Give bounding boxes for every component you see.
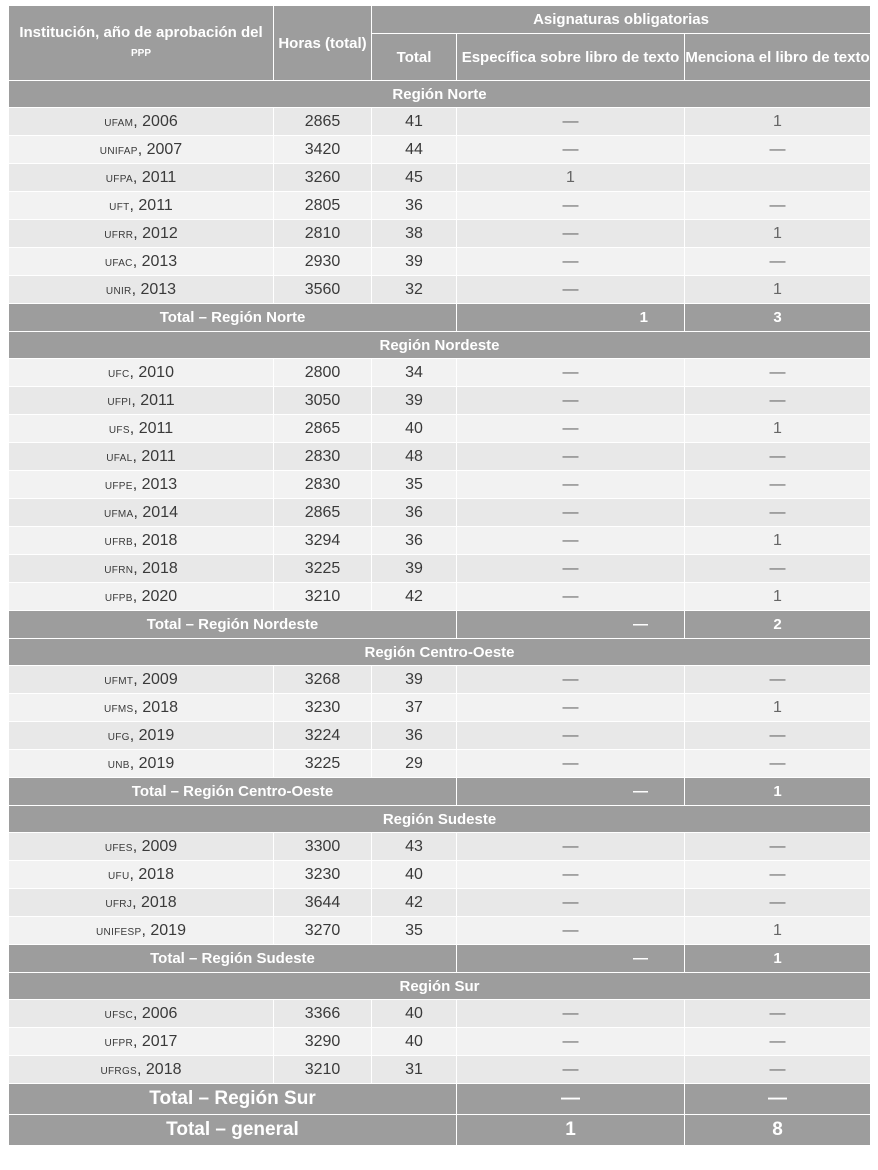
approval-year: , 2019	[129, 726, 175, 744]
approval-year: , 2020	[132, 587, 178, 605]
table-header	[9, 6, 871, 81]
table-row	[9, 164, 871, 192]
table-row	[9, 276, 871, 304]
table-row	[9, 555, 871, 583]
mentions-cell: —	[685, 471, 871, 499]
total-cell: 36	[372, 527, 457, 555]
mentions-cell: —	[685, 722, 871, 750]
table-row	[9, 499, 871, 527]
mentions-cell: —	[685, 499, 871, 527]
region-total-mentions: —	[685, 1084, 871, 1115]
approval-year: , 2017	[132, 1032, 178, 1050]
total-cell: 37	[372, 694, 457, 722]
table-row	[9, 750, 871, 778]
approval-year: , 2014	[133, 503, 178, 521]
institution-abbr: UFAM	[104, 117, 134, 129]
hours-cell: 2800	[274, 359, 372, 387]
institution-cell	[9, 108, 274, 136]
hours-cell: 3420	[274, 136, 372, 164]
region-header-row	[9, 332, 871, 359]
hours-cell: 2830	[274, 471, 372, 499]
total-cell: 44	[372, 136, 457, 164]
hours-cell: 3270	[274, 917, 372, 945]
specific-cell: —	[457, 889, 685, 917]
region-name: Región Centro-Oeste	[9, 639, 871, 666]
specific-cell: —	[457, 443, 685, 471]
approval-year: , 2013	[132, 252, 178, 270]
institution-cell	[9, 1000, 274, 1028]
region-header-row	[9, 81, 871, 108]
approval-year: , 2011	[129, 419, 174, 437]
region-header-row	[9, 806, 871, 833]
institution-cell	[9, 889, 274, 917]
specific-cell: —	[457, 136, 685, 164]
approval-year: , 2007	[137, 140, 183, 158]
approval-year: , 2006	[132, 1004, 178, 1022]
total-cell: 43	[372, 833, 457, 861]
table-row	[9, 666, 871, 694]
institution-abbr: UFMS	[103, 703, 134, 715]
institution-cell	[9, 415, 274, 443]
institution-cell	[9, 722, 274, 750]
hours-cell: 3260	[274, 164, 372, 192]
table-row	[9, 889, 871, 917]
approval-year: , 2009	[133, 670, 178, 688]
institution-cell	[9, 555, 274, 583]
mentions-cell: —	[685, 359, 871, 387]
mentions-cell: 1	[685, 415, 871, 443]
region-total-label: Total – Región Norte	[9, 304, 457, 332]
institution-abbr: UFPE	[104, 480, 133, 492]
specific-cell: —	[457, 220, 685, 248]
institution-abbr: UFAL	[106, 452, 133, 464]
region-total-row	[9, 304, 871, 332]
institution-cell	[9, 917, 274, 945]
table-row	[9, 527, 871, 555]
hours-cell: 3210	[274, 583, 372, 611]
approval-year: , 2018	[129, 865, 174, 883]
total-cell: 36	[372, 192, 457, 220]
institution-abbr: UFAC	[104, 257, 133, 269]
specific-cell: —	[457, 722, 685, 750]
table-row	[9, 861, 871, 889]
table-body	[9, 81, 871, 1146]
institution-abbr: UNIFAP	[99, 145, 138, 157]
hours-cell: 3644	[274, 889, 372, 917]
specific-cell: —	[457, 248, 685, 276]
header-hours: Horas (total)	[274, 6, 372, 81]
table-row	[9, 136, 871, 164]
institution-abbr: UFPI	[107, 396, 132, 408]
specific-cell: —	[457, 861, 685, 889]
mentions-cell: 1	[685, 108, 871, 136]
table-row	[9, 220, 871, 248]
region-header-row	[9, 973, 871, 1000]
approval-year: , 2011	[131, 391, 175, 409]
grand-total-mentions: 8	[685, 1115, 871, 1146]
region-name: Región Norte	[9, 81, 871, 108]
total-cell: 39	[372, 666, 457, 694]
hours-cell: 3230	[274, 694, 372, 722]
hours-cell: 2865	[274, 108, 372, 136]
hours-cell: 3300	[274, 833, 372, 861]
hours-cell: 2805	[274, 192, 372, 220]
hours-cell: 3366	[274, 1000, 372, 1028]
institution-cell	[9, 471, 274, 499]
institution-abbr: UFPA	[105, 173, 133, 185]
institution-cell	[9, 861, 274, 889]
total-cell: 36	[372, 722, 457, 750]
mentions-cell: —	[685, 136, 871, 164]
mentions-cell: —	[685, 750, 871, 778]
total-cell: 40	[372, 1028, 457, 1056]
region-header-row	[9, 639, 871, 666]
approval-year: , 2012	[133, 224, 178, 242]
specific-cell: 1	[457, 164, 685, 192]
region-total-specific: —	[457, 945, 685, 973]
total-cell: 31	[372, 1056, 457, 1084]
specific-cell: —	[457, 276, 685, 304]
header-subjects: Asignaturas obligatorias	[372, 6, 871, 34]
total-cell: 39	[372, 555, 457, 583]
institution-abbr: UFU	[108, 870, 130, 882]
institution-abbr: UFRR	[104, 229, 134, 241]
table-row	[9, 443, 871, 471]
region-total-row	[9, 611, 871, 639]
institution-cell	[9, 443, 274, 471]
mentions-cell: —	[685, 443, 871, 471]
institution-cell	[9, 136, 274, 164]
total-cell: 38	[372, 220, 457, 248]
total-cell: 39	[372, 248, 457, 276]
hours-cell: 3230	[274, 861, 372, 889]
institution-cell	[9, 387, 274, 415]
institution-abbr: UNIR	[105, 285, 132, 297]
approval-year: , 2011	[132, 447, 176, 465]
institution-abbr: UFMT	[104, 675, 134, 687]
table-row	[9, 583, 871, 611]
institution-abbr: UFMA	[103, 508, 134, 520]
mentions-cell: —	[685, 555, 871, 583]
total-cell: 42	[372, 889, 457, 917]
hours-cell: 3268	[274, 666, 372, 694]
hours-cell: 3294	[274, 527, 372, 555]
approval-year: , 2019	[129, 754, 175, 772]
institution-cell	[9, 248, 274, 276]
institution-cell	[9, 192, 274, 220]
mentions-cell: 1	[685, 583, 871, 611]
hours-cell: 3224	[274, 722, 372, 750]
institution-cell	[9, 499, 274, 527]
institution-abbr: UFRGS	[100, 1065, 137, 1077]
hours-cell: 2865	[274, 499, 372, 527]
approval-year: , 2013	[132, 475, 178, 493]
institution-abbr: UNB	[107, 759, 130, 771]
approval-year: , 2009	[132, 837, 178, 855]
region-total-label: Total – Región Centro-Oeste	[9, 778, 457, 806]
grand-total-label: Total – general	[9, 1115, 457, 1146]
mentions-cell: —	[685, 666, 871, 694]
institution-cell	[9, 164, 274, 192]
institution-abbr: UFC	[108, 368, 130, 380]
table-row	[9, 917, 871, 945]
specific-cell: —	[457, 917, 685, 945]
table-row	[9, 1028, 871, 1056]
hours-cell: 2810	[274, 220, 372, 248]
table-row	[9, 108, 871, 136]
hours-cell: 3050	[274, 387, 372, 415]
region-total-row	[9, 945, 871, 973]
institution-cell	[9, 276, 274, 304]
mentions-cell: 1	[685, 917, 871, 945]
hours-cell: 2930	[274, 248, 372, 276]
institution-abbr: UFRN	[104, 564, 134, 576]
mentions-cell: —	[685, 861, 871, 889]
institution-cell	[9, 666, 274, 694]
specific-cell: —	[457, 192, 685, 220]
specific-cell: —	[457, 694, 685, 722]
approval-year: , 2013	[131, 280, 177, 298]
specific-cell: —	[457, 387, 685, 415]
mentions-cell: 1	[685, 220, 871, 248]
approval-year: , 2018	[137, 1060, 182, 1078]
specific-cell: —	[457, 415, 685, 443]
total-cell: 45	[372, 164, 457, 192]
specific-cell: —	[457, 527, 685, 555]
header-institution: Institución, año de aprobación del PPP	[9, 6, 274, 81]
grand-total-row	[9, 1115, 871, 1146]
table-row	[9, 1000, 871, 1028]
table-row	[9, 192, 871, 220]
table-row	[9, 415, 871, 443]
hours-cell: 3290	[274, 1028, 372, 1056]
header-total: Total	[372, 34, 457, 81]
institution-cell	[9, 359, 274, 387]
mentions-cell: —	[685, 889, 871, 917]
approval-year: , 2018	[133, 559, 178, 577]
approval-year: , 2006	[133, 112, 178, 130]
approval-year: , 2018	[133, 698, 178, 716]
approval-year: , 2011	[132, 168, 177, 186]
region-name: Región Sur	[9, 973, 871, 1000]
total-cell: 35	[372, 917, 457, 945]
institution-cell	[9, 750, 274, 778]
total-cell: 34	[372, 359, 457, 387]
total-cell: 39	[372, 387, 457, 415]
region-total-row	[9, 1084, 871, 1115]
mentions-cell: —	[685, 1028, 871, 1056]
grand-total-specific: 1	[457, 1115, 685, 1146]
total-cell: 40	[372, 861, 457, 889]
institution-cell	[9, 1056, 274, 1084]
specific-cell: —	[457, 666, 685, 694]
region-name: Región Nordeste	[9, 332, 871, 359]
institution-cell	[9, 694, 274, 722]
region-total-mentions: 2	[685, 611, 871, 639]
institution-cell	[9, 583, 274, 611]
total-cell: 32	[372, 276, 457, 304]
mentions-cell: —	[685, 833, 871, 861]
hours-cell: 3225	[274, 750, 372, 778]
institution-abbr: UFS	[108, 424, 130, 436]
mentions-cell	[685, 164, 871, 192]
table-row	[9, 387, 871, 415]
table-row	[9, 359, 871, 387]
region-total-mentions: 3	[685, 304, 871, 332]
institution-abbr: UFT	[109, 201, 130, 213]
specific-cell: —	[457, 750, 685, 778]
region-total-label: Total – Región Sur	[9, 1084, 457, 1115]
region-name: Región Sudeste	[9, 806, 871, 833]
institution-abbr: UFSC	[104, 1009, 133, 1021]
total-cell: 29	[372, 750, 457, 778]
total-cell: 36	[372, 499, 457, 527]
institution-cell	[9, 1028, 274, 1056]
mentions-cell: —	[685, 387, 871, 415]
total-cell: 42	[372, 583, 457, 611]
hours-cell: 3225	[274, 555, 372, 583]
institution-cell	[9, 220, 274, 248]
hours-cell: 2865	[274, 415, 372, 443]
region-total-row	[9, 778, 871, 806]
hours-cell: 3210	[274, 1056, 372, 1084]
hours-cell: 2830	[274, 443, 372, 471]
specific-cell: —	[457, 833, 685, 861]
mentions-cell: 1	[685, 694, 871, 722]
region-total-specific: —	[457, 611, 685, 639]
total-cell: 40	[372, 1000, 457, 1028]
table-row	[9, 1056, 871, 1084]
approval-year: , 2018	[132, 893, 177, 911]
institution-abbr: UFRB	[104, 536, 133, 548]
specific-cell: —	[457, 555, 685, 583]
specific-cell: —	[457, 108, 685, 136]
region-total-specific: 1	[457, 304, 685, 332]
table-row	[9, 833, 871, 861]
approval-year: , 2010	[129, 363, 174, 381]
institution-abbr: UNIFESP	[96, 926, 142, 938]
specific-cell: —	[457, 499, 685, 527]
total-cell: 41	[372, 108, 457, 136]
institution-cell	[9, 833, 274, 861]
institution-abbr: UFPR	[104, 1037, 133, 1049]
institution-abbr: UFG	[107, 731, 130, 743]
specific-cell: —	[457, 1028, 685, 1056]
textbook-subjects-table	[8, 5, 871, 1146]
table-row	[9, 471, 871, 499]
approval-year: , 2018	[132, 531, 178, 549]
table-row	[9, 248, 871, 276]
institution-abbr: UFPB	[104, 592, 133, 604]
header-specific: Específica sobre libro de texto	[457, 34, 685, 81]
region-total-label: Total – Región Nordeste	[9, 611, 457, 639]
hours-cell: 3560	[274, 276, 372, 304]
mentions-cell: 1	[685, 527, 871, 555]
region-total-specific: —	[457, 1084, 685, 1115]
mentions-cell: —	[685, 248, 871, 276]
total-cell: 40	[372, 415, 457, 443]
table-row	[9, 722, 871, 750]
header-mentions: Menciona el libro de texto	[685, 34, 871, 81]
approval-year: , 2011	[129, 196, 173, 214]
specific-cell: —	[457, 1056, 685, 1084]
region-total-label: Total – Región Sudeste	[9, 945, 457, 973]
total-cell: 48	[372, 443, 457, 471]
mentions-cell: —	[685, 1000, 871, 1028]
institution-cell	[9, 527, 274, 555]
total-cell: 35	[372, 471, 457, 499]
specific-cell: —	[457, 1000, 685, 1028]
specific-cell: —	[457, 583, 685, 611]
mentions-cell: —	[685, 192, 871, 220]
region-total-mentions: 1	[685, 945, 871, 973]
approval-year: , 2019	[141, 921, 186, 939]
institution-abbr: UFES	[104, 842, 133, 854]
mentions-cell: 1	[685, 276, 871, 304]
specific-cell: —	[457, 471, 685, 499]
table-row	[9, 694, 871, 722]
specific-cell: —	[457, 359, 685, 387]
institution-abbr: UFRJ	[105, 898, 133, 910]
mentions-cell: —	[685, 1056, 871, 1084]
region-total-specific: —	[457, 778, 685, 806]
region-total-mentions: 1	[685, 778, 871, 806]
